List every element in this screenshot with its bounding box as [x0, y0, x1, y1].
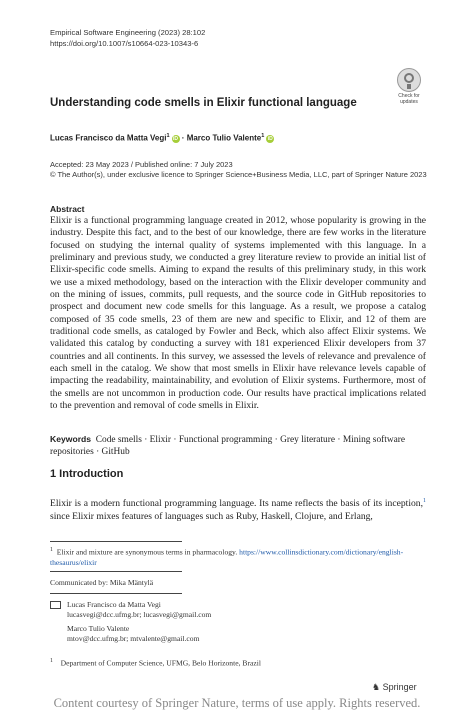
keywords-label: Keywords [50, 434, 92, 444]
footnote-rule [50, 541, 182, 542]
contact-email-2[interactable]: mtov@dcc.ufmg.br; mtvalente@gmail.com [67, 634, 200, 643]
section-heading-introduction: 1 Introduction [50, 468, 124, 480]
publisher-name: Springer [382, 682, 417, 692]
author-1-affil: 1 [166, 133, 170, 139]
abstract-text: Elixir is a functional programming language created in 2012, whose popularity is growing in the industry. Despite this fact, and to the best of our knowledge, there are few works in the literature focused on studying the internal quality of systems implemented with this language. In a preliminary and previous study, we conducted a grey literature review to provide an initial list of Elixir-specific code smells. Aiming to expand the results of this preliminary study, in this work we use a mixed methodology, based on the interaction with the Elixir developer community and on the mining of issues, commits, pull requests, and the source code in GitHub repositories to prospect and document new code smells for this language. As a result, we propose a catalog composed of 35 code smells, 23 of them are new and specific to Elixir, and 12 of them are traditional code smells, as cataloged by Fowler and Beck, which also affect Elixir systems. We validated this catalog by conducting a survey with 181 experienced Elixir developers from 37 countries and all continents. In this survey, we assessed the levels of relevance and prevalence of each smell in the catalog. We show that most smells in Elixir have relevance levels capable of impacting the readability, maintainability, and evolution of Elixir systems. Furthermore, most of the smells are not uncommon in production code. Our results have practical implications related to the prevention and removal of code smells in Elixir. [50, 215, 426, 412]
springer-horse-icon: ♞ [372, 682, 381, 692]
footnote-number: 1 [50, 547, 53, 553]
doi-link[interactable]: https://doi.org/10.1007/s10664-023-10343-6 [50, 39, 199, 48]
author-list [50, 133, 274, 143]
publisher-logo [372, 682, 417, 693]
keywords [50, 433, 426, 458]
envelope-icon [50, 601, 61, 609]
copyright-line: © The Author(s), under exclusive licence to Springer Science+Business Media, LLC, part of Springer Nature 2023 [50, 170, 427, 179]
contact-block [50, 600, 428, 644]
contact-email-1[interactable]: lucasvegi@dcc.ufmg.br; lucasvegi@gmail.com [67, 610, 212, 619]
contacts-rule [50, 593, 182, 594]
affiliation [50, 656, 428, 669]
publication-dates: Accepted: 23 May 2023 / Published online: 7 July 2023 [50, 160, 233, 169]
journal-header [50, 27, 205, 49]
intro-text-b: since Elixir mixes features of languages such as Ruby, Haskell, Clojure, and Erlang, [50, 510, 373, 522]
author-2-affil: 1 [261, 133, 265, 139]
orcid-icon[interactable]: iD [173, 135, 179, 142]
introduction-text [50, 495, 426, 523]
author-2[interactable]: Marco Tulio Valente [186, 133, 262, 143]
footnote-text: Elixir and mixture are synonymous terms in pharmacology. [56, 547, 238, 557]
journal-citation: Empirical Software Engineering (2023) 28:102 [50, 28, 206, 37]
footnote-ref[interactable]: 1 [423, 498, 426, 504]
bookmark-icon [397, 68, 421, 92]
check-for-updates-badge[interactable] [393, 68, 425, 106]
affiliation-number: 1 [50, 658, 53, 664]
badge-label-2: updates [400, 99, 418, 105]
footnote-link[interactable]: https://www.collinsdictionary.com/dictionary/english-thesaurus/elixir [50, 547, 404, 567]
contact-name-1: Lucas Francisco da Matta Vegi [67, 600, 161, 609]
communicated-by: Communicated by: Mika Mäntylä [50, 578, 154, 587]
author-separator: · [181, 133, 185, 143]
author-1[interactable]: Lucas Francisco da Matta Vegi [50, 133, 167, 143]
contact-name-2: Marco Tulio Valente [67, 624, 130, 633]
intro-text-a: Elixir is a modern functional programming language. Its name reflects the basis of its inception, [50, 498, 423, 510]
footnote [50, 545, 428, 568]
publication-meta [50, 160, 427, 180]
badge-label-1: Check for [398, 93, 420, 99]
communicated-rule [50, 571, 182, 572]
orcid-icon[interactable]: iD [267, 135, 273, 142]
abstract-heading: Abstract [50, 204, 85, 214]
courtesy-notice: Content courtesy of Springer Nature, terms of use apply. Rights reserved. [53, 696, 421, 710]
keywords-text: Code smells · Elixir · Functional programming · Grey literature · Mining software repositories · GitHub [50, 435, 406, 457]
paper-title: Understanding code smells in Elixir functional language [50, 97, 357, 109]
affiliation-text: Department of Computer Science, UFMG, Belo Horizonte, Brazil [60, 658, 261, 668]
